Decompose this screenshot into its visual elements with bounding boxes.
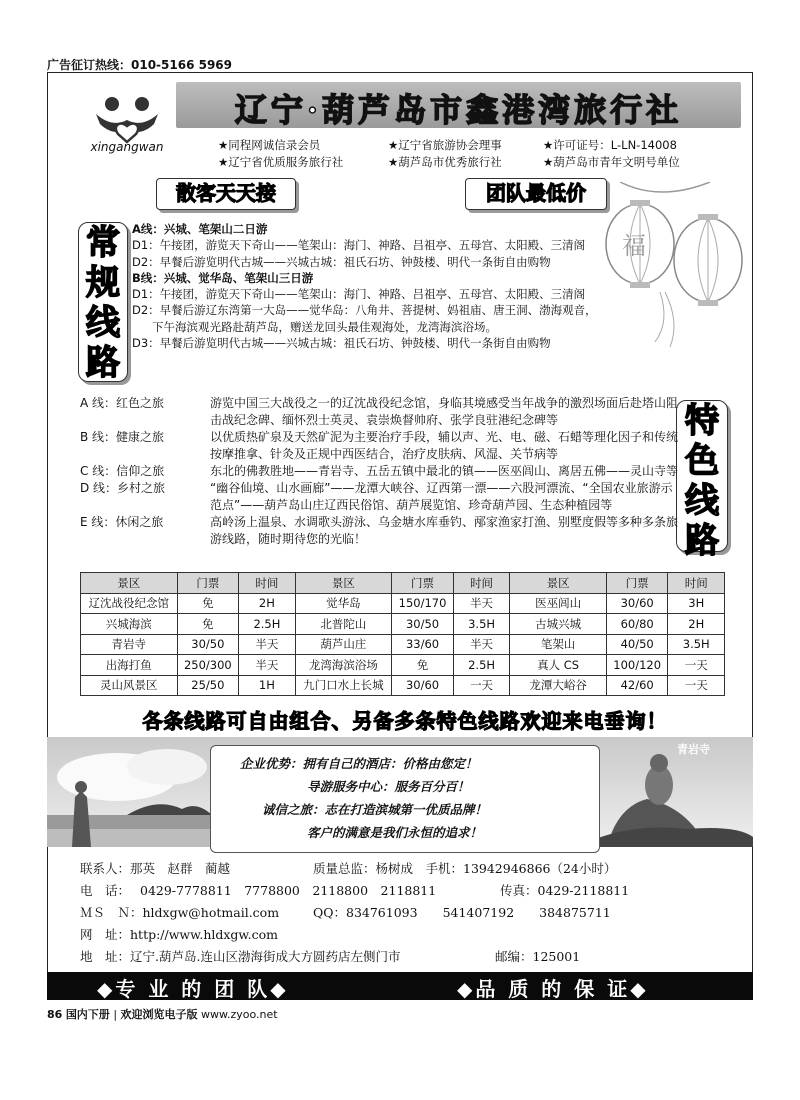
theme-desc: 以优质热矿泉及天然矿泥为主要治疗手段，辅以声、光、电、磁、石蜡等理化因子和传统按摩推拿、针灸及正规中西医结合，治疗皮肤病、风湿、关节病等 — [210, 430, 679, 461]
table-cell: 真人 CS — [510, 655, 607, 676]
footer-slogan-bar — [47, 972, 753, 1000]
route-title: B线：兴城、觉华岛、笔架山三日游 — [132, 270, 314, 285]
agency-title: 辽宁·葫芦岛市鑫港湾旅行社 — [234, 91, 683, 129]
column-header: 门票 — [606, 573, 668, 594]
table-cell: 3.5H — [453, 614, 509, 635]
credential: ★葫芦岛市青年文明号单位 — [543, 155, 680, 169]
theme-desc: 东北的佛教胜地——青岩寺、五岳五镇中最北的镇——医巫闾山、离居五佛——灵山寺等 — [210, 464, 679, 478]
footer-note: 欢迎浏览电子版 — [120, 1008, 198, 1021]
theme-name: C 线：信仰之旅 — [80, 464, 165, 478]
credential: ★许可证号：L-LN-14008 — [543, 138, 677, 152]
table-cell: 1H — [239, 675, 295, 696]
slogan: 各条线路可自由组合、另备多条特色线路欢迎来电垂询！ — [142, 709, 668, 733]
route-day: D2：早餐后游辽东湾第一大岛——觉华岛：八角井、菩提树、妈祖庙、唐王洞、渤海观音， — [132, 303, 597, 318]
quality-supervisor: 质量总监：杨树成 手机：13942946866（24小时） — [313, 861, 617, 876]
advantage-line: 客户的满意是我们永恒的追求！ — [307, 825, 483, 840]
credential: ★葫芦岛市优秀旅行社 — [388, 155, 502, 169]
table-header-row — [81, 573, 725, 594]
table-cell: 2H — [239, 593, 295, 614]
table-cell: 42/60 — [606, 675, 668, 696]
phone-numbers: 0429-7778811 7778800 2118800 2118811 — [140, 883, 437, 898]
footer-slogan: ◆专 业 的 团 队◆ — [97, 977, 289, 1001]
section-name: 国内下册 — [65, 1008, 110, 1021]
theme-route — [80, 463, 680, 480]
table-cell: 2.5H — [453, 655, 509, 676]
theme-desc: 高岭汤上温泉、水调歌头游泳、乌金塘水库垂钓、邴家渔家打渔、别墅度假等多种多条旅游线路，随时期待您的光临！ — [210, 515, 679, 546]
table-cell: 古城兴城 — [510, 614, 607, 635]
table-cell: 250/300 — [177, 655, 239, 676]
credential: ★辽宁省优质服务旅行社 — [218, 155, 344, 169]
table-cell: 30/60 — [392, 675, 454, 696]
separator: | — [113, 1008, 118, 1021]
advantages-text — [222, 752, 592, 844]
table-cell: 33/60 — [392, 634, 454, 655]
qq-numbers: QQ：834761093 541407192 384875711 — [313, 905, 611, 920]
contact-info — [80, 858, 740, 968]
route-day: D1：午接团，游览天下奇山——笔架山：海门、神路、吕祖亭、五母宫、太阳殿、三清阁 — [132, 287, 586, 302]
advantage-line: 诚信之旅：志在打造滨城第一优质品牌！ — [262, 802, 488, 817]
table-cell: 免 — [177, 614, 239, 635]
table-cell: 30/60 — [606, 593, 668, 614]
route-day: D1：午接团，游览天下奇山——笔架山：海门、神路、吕祖亭、五母宫、太阳殿、三清阁 — [132, 238, 586, 253]
table-cell: 150/170 — [392, 593, 454, 614]
table-cell: 灵山风景区 — [81, 675, 178, 696]
theme-route — [80, 480, 680, 514]
table-cell: 2H — [668, 614, 725, 635]
table-cell: 龙湾海滨浴场 — [295, 655, 392, 676]
table-row — [81, 614, 725, 635]
column-header: 门票 — [177, 573, 239, 594]
column-header: 门票 — [392, 573, 454, 594]
table-cell: 医巫闾山 — [510, 593, 607, 614]
advantage-line: 导游服务中心：服务百分百！ — [307, 779, 470, 794]
page-number: 86 — [47, 1008, 63, 1021]
footer-url[interactable]: www.zyoo.net — [201, 1008, 278, 1021]
theme-route — [80, 429, 680, 463]
ad-hotline: 广告征订热线：010-5166 5969 — [47, 58, 233, 72]
msn[interactable]: ＭＳ Ｎ：hldxgw@hotmail.com — [80, 905, 280, 920]
table-cell: 60/80 — [606, 614, 668, 635]
table-cell: 觉华岛 — [295, 593, 392, 614]
table-row — [81, 655, 725, 676]
table-cell: 兴城海滨 — [81, 614, 178, 635]
table-row — [81, 593, 725, 614]
table-cell: 辽沈战役纪念馆 — [81, 593, 178, 614]
column-header: 时间 — [453, 573, 509, 594]
table-cell: 一天 — [453, 675, 509, 696]
column-header: 时间 — [239, 573, 295, 594]
table-cell: 半天 — [453, 634, 509, 655]
fax: 传真：0429-2118811 — [500, 883, 630, 898]
table-cell: 30/50 — [392, 614, 454, 635]
advantage-line: 企业优势：拥有自己的酒店：价格由您定！ — [240, 756, 478, 771]
label-special-routes: 特色线路 — [676, 400, 728, 552]
table-cell: 100/120 — [606, 655, 668, 676]
photo-caption: 青岩寺 — [677, 743, 710, 756]
table-cell: 免 — [392, 655, 454, 676]
theme-name: E 线：休闲之旅 — [80, 515, 164, 529]
svg-text:福: 福 — [622, 232, 646, 260]
logo-text: xingangwan — [90, 140, 164, 154]
table-cell: 葫芦山庄 — [295, 634, 392, 655]
column-header: 时间 — [668, 573, 725, 594]
theme-name: B 线：健康之旅 — [80, 430, 165, 444]
table-cell: 30/50 — [177, 634, 239, 655]
table-cell: 3H — [668, 593, 725, 614]
table-cell: 40/50 — [606, 634, 668, 655]
column-header: 景区 — [81, 573, 178, 594]
banner-individual: 散客天天接 — [156, 178, 296, 210]
route-day: 下午海滨观光路赴葫芦岛，赠送龙回头最佳观海处，龙湾海滨浴场。 — [152, 319, 497, 334]
credential: ★辽宁省旅游协会理事 — [388, 138, 502, 152]
table-cell: 一天 — [668, 655, 725, 676]
table-cell: 出海打鱼 — [81, 655, 178, 676]
theme-name: A 线：红色之旅 — [80, 396, 165, 410]
table-cell: 半天 — [239, 655, 295, 676]
phone-label: 电 话： — [80, 883, 131, 898]
address: 地 址：辽宁.葫芦岛.连山区渤海街成大方圆药店左侧门市 — [80, 949, 401, 964]
table-cell: 龙潭大峪谷 — [510, 675, 607, 696]
table-cell: 3.5H — [668, 634, 725, 655]
table-cell: 一天 — [668, 675, 725, 696]
footer-slogan: ◆品 质 的 保 证◆ — [457, 977, 649, 1001]
sights-table — [80, 572, 725, 696]
table-row — [81, 675, 725, 696]
credentials — [218, 137, 738, 171]
route-day: D3：早餐后游览明代古城——兴城古城：祖氏石坊、钟鼓楼、明代一条街自由购物 — [132, 336, 551, 351]
website-link[interactable]: 网 址：http://www.hldxgw.com — [80, 927, 278, 942]
table-cell: 半天 — [239, 634, 295, 655]
table-cell: 免 — [177, 593, 239, 614]
table-cell: 半天 — [453, 593, 509, 614]
credential: ★同程网诚信录会员 — [218, 138, 321, 152]
column-header: 景区 — [510, 573, 607, 594]
page-footer — [47, 1006, 278, 1022]
route-title: A线：兴城、笔架山二日游 — [132, 222, 268, 236]
table-cell: 九门口水上长城 — [295, 675, 392, 696]
table-row — [81, 634, 725, 655]
contact-people: 联系人：那英 赵群 蔺越 — [80, 861, 231, 876]
column-header: 景区 — [295, 573, 392, 594]
special-routes — [80, 395, 680, 548]
label-regular-routes: 常规线路 — [78, 222, 128, 382]
table-cell: 2.5H — [239, 614, 295, 635]
table-cell: 笔架山 — [510, 634, 607, 655]
theme-desc: “幽谷仙境、山水画廊”——龙潭大峡谷、辽西第一漂——六股河漂流、“全国农业旅游示范点”——葫芦岛山庄辽西民俗馆、葫芦展览馆、珍奇葫芦园、生态种植园等 — [210, 481, 673, 512]
route-day: D2：早餐后游览明代古城——兴城古城：祖氏石坊、钟鼓楼、明代一条街自由购物 — [132, 254, 551, 269]
theme-desc: 游览中国三大战役之一的辽沈战役纪念馆，身临其境感受当年战争的激烈场面后赴塔山阻击战纪念碑、缅怀烈士英灵、袁崇焕督帅府、张学良驻港纪念碑等 — [210, 396, 679, 427]
table-cell: 北普陀山 — [295, 614, 392, 635]
banner-group: 团队最低价 — [465, 178, 607, 210]
postcode: 邮编：125001 — [495, 949, 581, 964]
table-cell: 25/50 — [177, 675, 239, 696]
theme-name: D 线：乡村之旅 — [80, 481, 166, 495]
table-cell: 青岩寺 — [81, 634, 178, 655]
theme-route — [80, 395, 680, 429]
regular-routes — [132, 221, 652, 351]
theme-route — [80, 514, 680, 548]
